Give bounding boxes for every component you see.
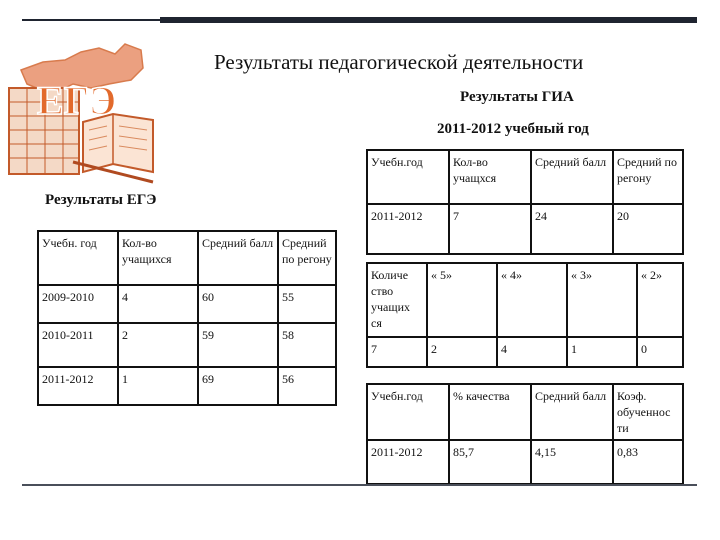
table-cell: 1 bbox=[567, 337, 637, 367]
table-cell: 58 bbox=[278, 323, 336, 367]
header-cell: Средний по регону bbox=[613, 150, 683, 204]
gia-year-title: 2011-2012 учебный год bbox=[437, 121, 589, 137]
header-cell: « 2» bbox=[637, 263, 683, 337]
gia-marks-table bbox=[366, 262, 684, 368]
table-cell: 2010-2011 bbox=[38, 323, 118, 367]
header-cell: % качества bbox=[449, 384, 531, 440]
gia-results-table bbox=[366, 149, 684, 255]
ege-logo-image bbox=[3, 22, 193, 190]
table-cell: 0 bbox=[637, 337, 683, 367]
top-rule-thick bbox=[160, 17, 697, 23]
table-row bbox=[38, 285, 336, 323]
table-row bbox=[367, 337, 683, 367]
header-cell: Кол-во учащихся bbox=[118, 231, 198, 285]
table-row bbox=[367, 440, 683, 484]
table-cell: 20 bbox=[613, 204, 683, 254]
gia-quality-table bbox=[366, 383, 684, 485]
table-header-row bbox=[367, 150, 683, 204]
table-cell: 69 bbox=[198, 367, 278, 405]
page-title: Результаты педагогической деятельности bbox=[214, 50, 584, 74]
table-cell: 2 bbox=[427, 337, 497, 367]
table-cell: 7 bbox=[367, 337, 427, 367]
table-cell: 60 bbox=[198, 285, 278, 323]
table-cell: 1 bbox=[118, 367, 198, 405]
header-cell: « 4» bbox=[497, 263, 567, 337]
table-cell: 55 bbox=[278, 285, 336, 323]
table-cell: 2011-2012 bbox=[367, 204, 449, 254]
header-cell: Средний по регону bbox=[278, 231, 336, 285]
table-cell: 59 bbox=[198, 323, 278, 367]
logo-text: ЕГЭ bbox=[37, 78, 117, 123]
header-cell: Учебн.год bbox=[367, 384, 449, 440]
table-cell: 4 bbox=[118, 285, 198, 323]
table-cell: 0,83 bbox=[613, 440, 683, 484]
header-cell: Средний балл bbox=[198, 231, 278, 285]
table-row bbox=[38, 367, 336, 405]
table-cell: 4 bbox=[497, 337, 567, 367]
table-cell: 85,7 bbox=[449, 440, 531, 484]
table-cell: 2011-2012 bbox=[367, 440, 449, 484]
header-cell: Средний балл bbox=[531, 384, 613, 440]
header-cell: Учебн. год bbox=[38, 231, 118, 285]
header-cell: « 3» bbox=[567, 263, 637, 337]
header-cell: Кол-во учащхся bbox=[449, 150, 531, 204]
table-cell: 24 bbox=[531, 204, 613, 254]
table-cell: 2 bbox=[118, 323, 198, 367]
table-header-row bbox=[367, 384, 683, 440]
header-cell: Количе ство учащих ся bbox=[367, 263, 427, 337]
table-cell: 4,15 bbox=[531, 440, 613, 484]
ege-title: Результаты ЕГЭ bbox=[45, 192, 157, 208]
gia-title: Результаты ГИА bbox=[460, 89, 574, 105]
table-row bbox=[38, 323, 336, 367]
table-header-row bbox=[367, 263, 683, 337]
table-row bbox=[367, 204, 683, 254]
header-cell: « 5» bbox=[427, 263, 497, 337]
ege-results-table bbox=[37, 230, 337, 406]
header-cell: Учебн.год bbox=[367, 150, 449, 204]
table-header-row bbox=[38, 231, 336, 285]
table-cell: 2009-2010 bbox=[38, 285, 118, 323]
header-cell: Средний балл bbox=[531, 150, 613, 204]
table-cell: 56 bbox=[278, 367, 336, 405]
bottom-rule bbox=[22, 484, 697, 486]
top-rule-thin bbox=[22, 19, 162, 21]
table-cell: 7 bbox=[449, 204, 531, 254]
table-cell: 2011-2012 bbox=[38, 367, 118, 405]
header-cell: Коэф. обученнос ти bbox=[613, 384, 683, 440]
